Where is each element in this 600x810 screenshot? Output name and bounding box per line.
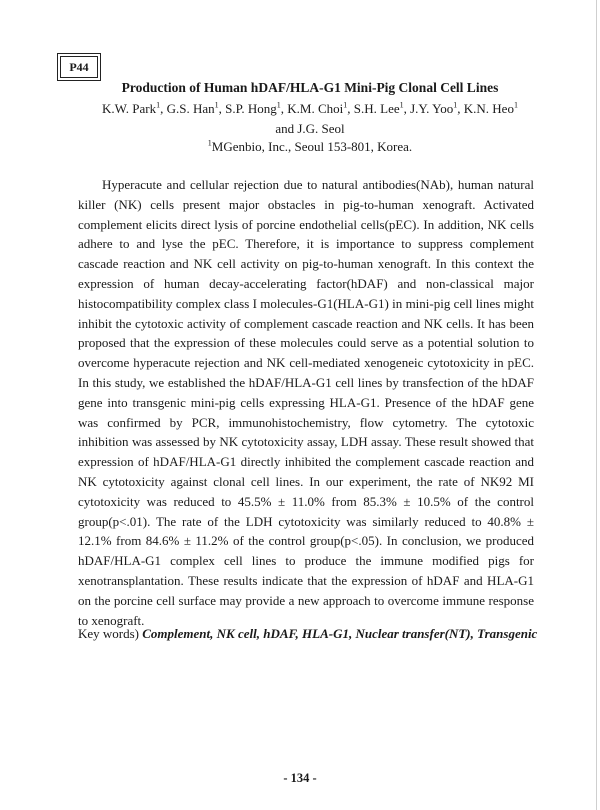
author-affiliation-marker: 1 xyxy=(156,100,161,110)
affiliation-marker: 1 xyxy=(207,138,212,148)
author-list xyxy=(60,99,560,139)
abstract-text: Hyperacute and cellular rejection due to natural antibodies(NAb), human natural killer (NK) cells present major obstacles in pig-to-human xenograft. Activated complement elicits direct lysis of porcine endothelial cells(pEC). In addition, NK cells adhere to and lyse the pEC. Therefore, it is importance to suppress complement cascade reaction and NK cell activity on pig-to-human xenograft. In this context the expression of human decay-accelerating factor(hDAF) and non-classical major histocompatibility complex class I molecules-G1(HLA-G1) in mini-pig cell lines might inhibit the cytotoxic activity of complement cascade reaction and NK cells. It has been proposed that the expression of these molecules could serve as a potential solution to overcome hyperacute rejection and NK cell-mediated xenogeneic cytotoxicity in pEC. In this study, we established the hDAF/HLA-G1 cell lines by transfection of the hDAF gene into transgenic mini-pig cells expressing HLA-G1. Presence of the hDAF gene was confirmed by PCR, immunohistochemistry, flow cytometry. The cytotoxic inhibition was assessed by NK cytotoxicity assay, LDH assay. These result showed that expression of hDAF/HLA-G1 directly inhibited the complement cascade reaction and NK cytotoxicity against clonal cell lines. In our experiment, the rate of NK92 MI cytotoxicity was reduced to 45.5% ± 11.0% from 85.3% ± 10.5% of the control group(p<.01). The rate of the LDH cytotoxicity was similarly reduced to 40.8% ± 12.1% from 84.6% ± 11.2% of the control group(p<.05). In conclusion, we produced hDAF/HLA-G1 complex cell lines to produce the immune modified pigs for xenotransplantation. These results indicate that the expression of hDAF and HLA-G1 on the porcine cell surface may provide a new approach to overcome immune response to xenograft. xyxy=(78,177,534,628)
author-affiliation-marker: 1 xyxy=(453,100,458,110)
author-affiliation-marker: 1 xyxy=(513,100,518,110)
author-line-2: and J.G. Seol xyxy=(275,121,345,136)
author-name: J.Y. Yoo xyxy=(410,101,454,116)
page-number: - 134 - xyxy=(283,771,317,785)
author-affiliation-marker: 1 xyxy=(399,100,404,110)
paper-title: Production of Human hDAF/HLA-G1 Mini-Pig Clonal Cell Lines xyxy=(121,80,499,95)
poster-id-box: P44 xyxy=(60,56,98,78)
author-affiliation-marker: 1 xyxy=(276,100,281,110)
author-name: K.M. Choi xyxy=(287,101,344,116)
affiliation-text: MGenbio, Inc., Seoul 153-801, Korea. xyxy=(211,139,413,154)
keywords-label: Key words) xyxy=(78,626,140,641)
author-affiliation-marker: 1 xyxy=(343,100,348,110)
keywords-terms: Complement, NK cell, hDAF, HLA-G1, Nuclear transfer(NT), Transgenic xyxy=(142,626,538,641)
abstract-body xyxy=(78,175,534,630)
author-affiliation-marker: 1 xyxy=(214,100,219,110)
author-name: K.N. Heo xyxy=(463,101,514,116)
affiliation xyxy=(60,139,560,155)
author-line-1: K.W. Park$^1$, G.S. Han$^1$, S.P. Hong$^1$, K.M. Choi$^1$, S.H. Lee$^1$, J.Y. Yoo$^1$, K.N. Heo$^1$ xyxy=(102,100,518,116)
author-name: S.P. Hong xyxy=(225,101,277,116)
keywords-line xyxy=(78,626,548,642)
author-name: G.S. Han xyxy=(166,101,215,116)
author-name: S.H. Lee xyxy=(353,101,400,116)
author-name: K.W. Park xyxy=(102,101,157,116)
page-edge-rule xyxy=(596,0,597,810)
